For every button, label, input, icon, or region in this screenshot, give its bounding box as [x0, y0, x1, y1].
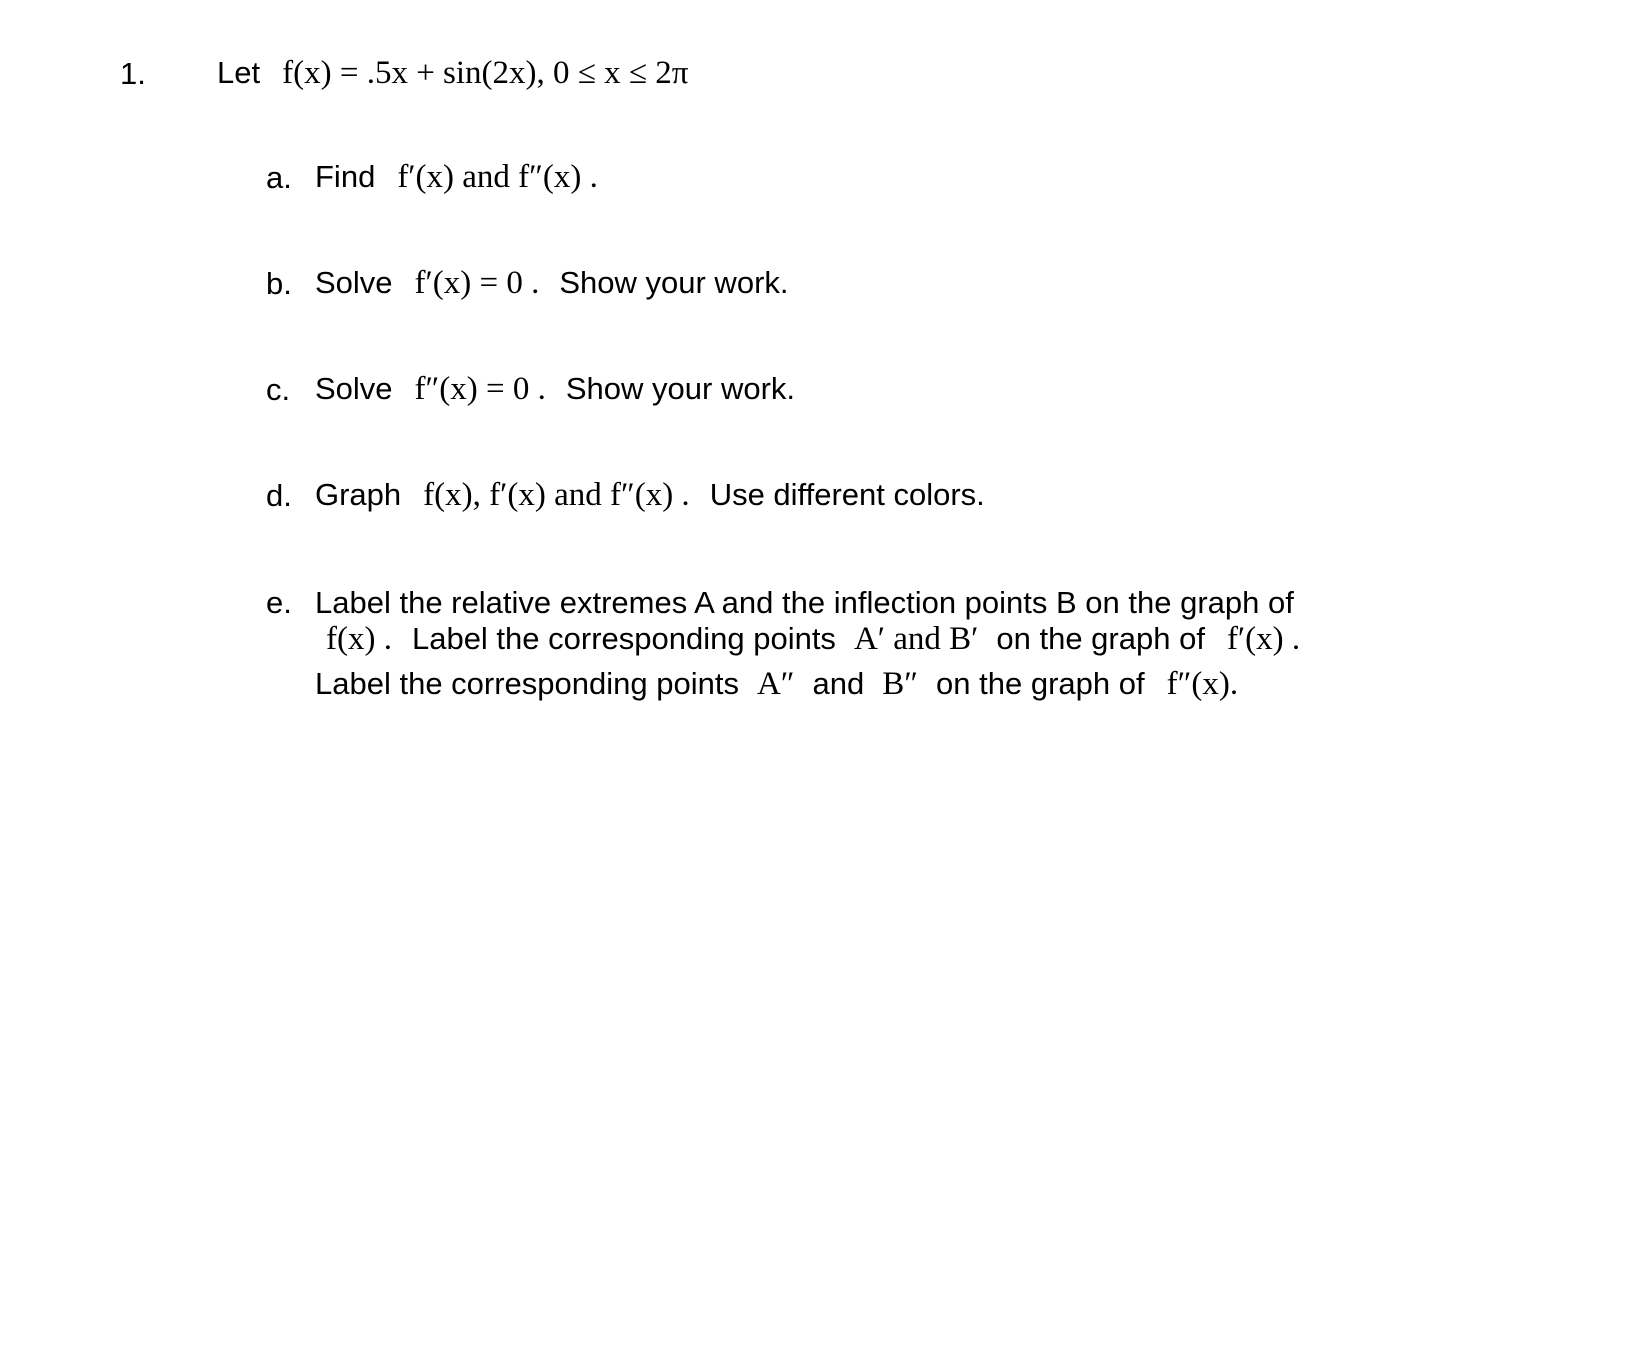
item-e-line3-text-c: on the graph of: [936, 666, 1145, 701]
item-e-line3-math-b: B″: [882, 666, 919, 702]
item-b-letter: b.: [266, 266, 292, 301]
item-e-line3-text-b: and: [812, 666, 865, 701]
item-d: [315, 479, 985, 512]
item-e-line2: [326, 623, 1300, 656]
item-e-line2-math-b: A′ and B′: [853, 621, 979, 657]
item-c: [315, 373, 795, 406]
problem-statement: [217, 57, 688, 90]
item-e-line2-text-b: on the graph of: [996, 621, 1205, 656]
item-e-line3: [315, 668, 1238, 701]
intro-word: Let: [217, 55, 261, 90]
item-e-line3-math-c: f″(x).: [1166, 666, 1239, 702]
item-a-math: f′(x) and f″(x) .: [397, 159, 598, 195]
item-c-verb: Solve: [315, 371, 393, 406]
item-b-math: f′(x) = 0 .: [414, 265, 540, 301]
item-e-line2-math-a: f(x) .: [326, 621, 392, 657]
item-c-text: Show your work.: [565, 371, 796, 406]
function-expression: f(x) = .5x + sin(2x), 0 ≤ x ≤ 2π: [282, 55, 689, 91]
item-c-letter: c.: [266, 372, 291, 407]
item-e-line3-math-a: A″: [756, 666, 795, 702]
problem-number: 1.: [120, 56, 146, 91]
item-d-letter: d.: [266, 478, 292, 513]
item-a: [315, 161, 598, 194]
item-a-letter: a.: [266, 160, 292, 195]
item-b-verb: Solve: [315, 265, 393, 300]
item-e-line3-text-a: Label the corresponding points: [315, 666, 739, 701]
item-e-line2-math-c: f′(x) .: [1226, 621, 1301, 657]
item-d-verb: Graph: [315, 477, 402, 512]
item-a-verb: Find: [315, 159, 376, 194]
item-c-math: f″(x) = 0 .: [414, 371, 546, 407]
item-e-line2-text-a: Label the corresponding points: [411, 621, 836, 656]
item-d-text: Use different colors.: [709, 477, 985, 512]
item-e-letter: e.: [266, 585, 292, 620]
item-b: [315, 267, 789, 300]
item-b-text: Show your work.: [559, 265, 789, 300]
item-d-math: f(x), f′(x) and f″(x) .: [423, 477, 690, 513]
item-e-line1: Label the relative extremes A and the inflection points B on the graph of: [315, 585, 1294, 620]
